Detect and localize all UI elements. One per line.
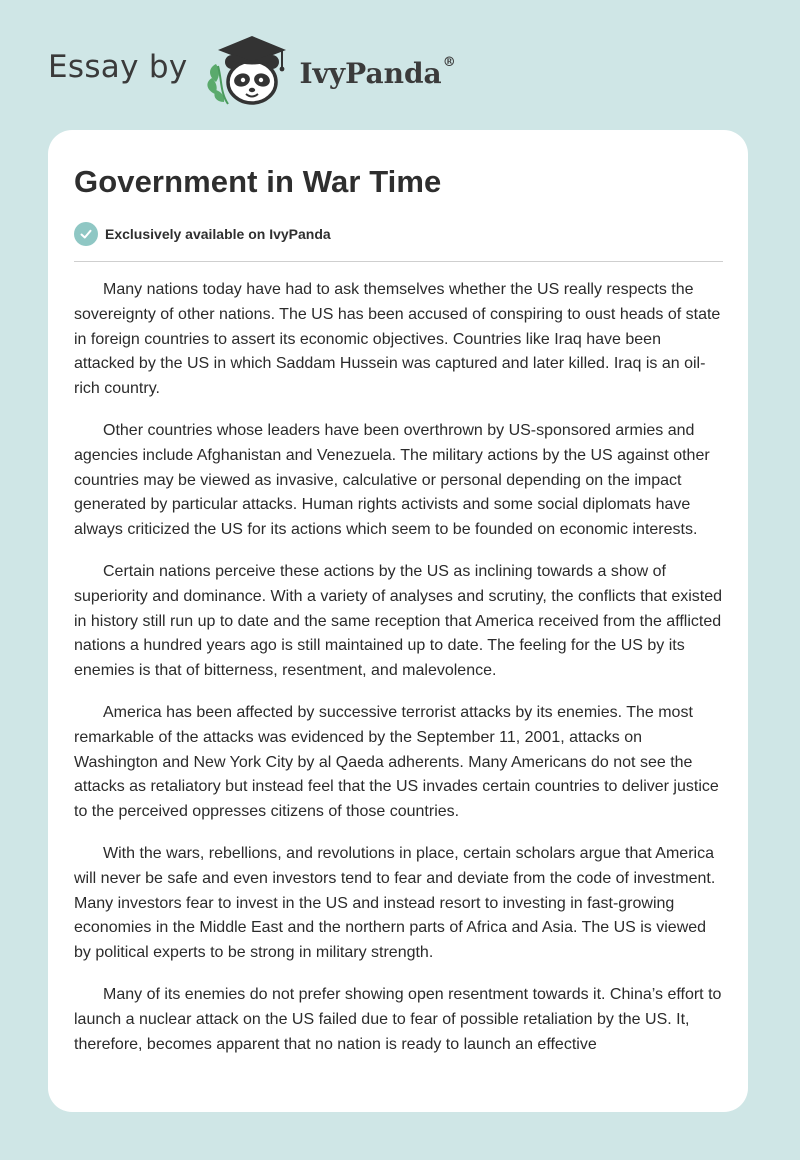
registered-mark: ®: [442, 54, 456, 70]
essay-card: [48, 130, 748, 1112]
paragraph: Many nations today have had to ask themselves whether the US really respects the sovereignty of other nations. The US has been accused of conspiring to oust heads of state in foreign countries to assert its economic objectives. Countries like Iraq have been attacked by the US in which Saddam Hussein was captured and later killed. Iraq is an oil-rich country.: [74, 281, 721, 398]
brand-name: IvyPanda®: [299, 54, 456, 90]
exclusive-badge: [74, 222, 331, 246]
divider: [74, 261, 723, 262]
essay-title: Government in War Time: [74, 164, 442, 199]
exclusive-label: Exclusively available on IvyPanda: [105, 226, 331, 242]
paragraph: America has been affected by successive terrorist attacks by its enemies. The most remarkable of the attacks was evidenced by the September 11, 2001, attacks on Washington and New York City by al Qaeda adherents. Many Americans do not see the attacks as retaliatory but instead feel that the US invades certain countries to deliver justice to the perceived oppresses citizens of those countries.: [74, 703, 719, 821]
check-icon: [74, 222, 98, 246]
panda-logo-icon: [202, 30, 298, 110]
paragraph: Other countries whose leaders have been overthrown by US-sponsored armies and agencies include Afghanistan and Venezuela. The military actions by the US against other countries may be viewed as invasive, calculative or personal depending on the impact generated by particular attacks. Human rights activists and some social diplomats have always criticized the US for its actions which seem to be founded on economic interests.: [74, 421, 710, 539]
paragraph: Certain nations perceive these actions by the US as inclining towards a show of superiority and dominance. With a variety of analyses and scrutiny, the conflicts that existed in history still run up to date and the same reception that America received from the afflicted nations a hundred years ago is still maintained up to date. The feeling for the US by its enemies is that of bitterness, resentment, and malevolence.: [74, 562, 723, 680]
site-header: [48, 30, 456, 110]
paragraph: With the wars, rebellions, and revolutions in place, certain scholars argue that America will never be safe and even investors tend to fear and deviate from the code of investment. Many investors fear to invest in the US and instead resort to investing in fast-growing economies in the Middle East and the northern parts of Africa and Asia. The US is viewed by political experts to be strong in military strength.: [74, 844, 716, 962]
essay-by-label: Essay by: [48, 49, 188, 85]
essay-body: [74, 278, 723, 1074]
paragraph: Many of its enemies do not prefer showing open resentment towards it. China’s effort to launch a nuclear attack on the US failed due to fear of possible retaliation by the US. It, therefore, becomes apparent that no nation is ready to launch an effective: [74, 985, 722, 1053]
